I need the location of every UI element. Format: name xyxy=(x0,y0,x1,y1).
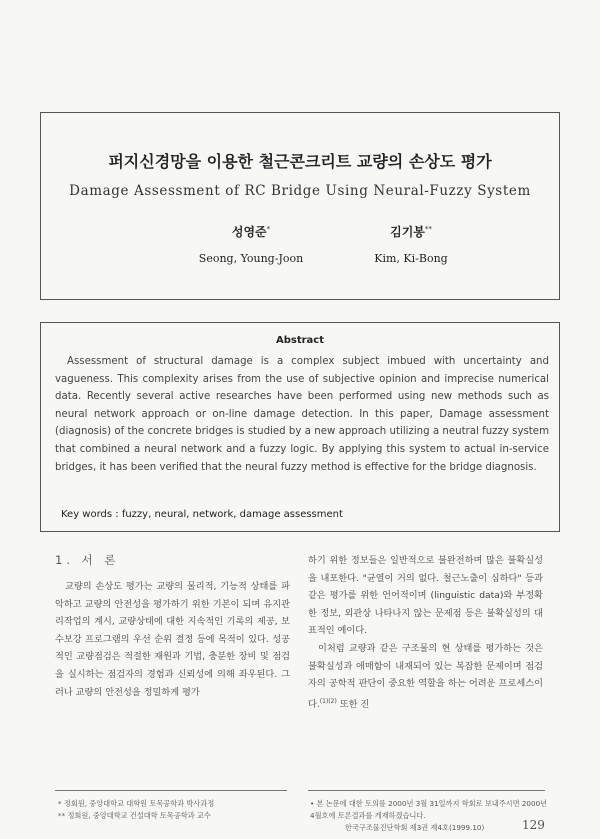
paper-title-korean: 퍼지신경망을 이용한 철근콘크리트 교량의 손상도 평가 xyxy=(108,152,492,171)
body-paragraph: 이처럼 교량과 같은 구조물의 현 상태를 평가하는 것은 불확실성과 애매함이 내재되어 있는 복잡한 문제이며 점검자의 공학적 판단이 중요한 역할을 하는 어려운 프로세스이다.$^{(1)(2)}$ 또한 진 xyxy=(308,642,543,710)
abstract-heading: Abstract xyxy=(275,335,325,346)
journal-footer: 한국구조물진단학회 제3권 제4호(1999.10) xyxy=(345,823,485,832)
title-box xyxy=(40,112,560,300)
author-1-name-korean: 성영준* xyxy=(231,225,271,239)
author-2-name-english: Kim, Ki-Bong xyxy=(374,252,448,265)
author-2 xyxy=(341,223,481,265)
author-1 xyxy=(181,223,321,265)
keywords: Key words : fuzzy, neural, network, damage assessment xyxy=(61,509,343,520)
right-column xyxy=(308,552,543,713)
abstract-box xyxy=(40,322,560,532)
section-heading: 1. 서 론 xyxy=(55,553,120,567)
author-footnotes xyxy=(58,798,288,822)
body-paragraph: 교량의 손상도 평가는 교량의 물리적, 기능적 상태를 파악하고 교량의 안전성을 평가하기 위한 기본이 되며 유지관리작업의 계시, 교량상태에 대한 지속적인 기록의 제공, 보수보강 프로그램의 우선 순위 결정 등에 목적이 있다. 성공적인 교량점검은 적절한 재원과 기법, 충분한 장비 및 점검을 실시하는 점검자의 경험과 신뢰성에 의해 좌우된다. 그러나 교량의 안전성을 정밀하게 평가 xyxy=(55,581,290,698)
page-number: 129 xyxy=(522,818,545,832)
author-2-name-korean: 김기봉** xyxy=(390,225,432,239)
author-2-mark: ** xyxy=(424,225,432,233)
citation: (1)(2) xyxy=(319,697,337,705)
footnote-author-1: * 정회원, 중앙대학교 대학원 토목공학과 박사과정 xyxy=(58,799,215,808)
footnote-author-2: ** 정회원, 중앙대학교 건설대학 토목공학과 교수 xyxy=(58,811,211,820)
paper-title-english: Damage Assessment of RC Bridge Using Neural-Fuzzy System xyxy=(69,183,531,199)
discussion-footnote: • 본 논문에 대한 토의를 2000년 3월 31일까지 학회로 보내주시면 2000년 4월호에 토론결과를 게재하겠습니다. xyxy=(310,799,548,820)
footnote-divider xyxy=(308,790,545,791)
abstract-text: Assessment of structural damage is a complex subject imbued with uncertainty and vagueness. This complexity arises from the use of subjective opinion and imprecise numerical data. Recently several active researches have been performed using new methods such as neural network approach or on-line damage detection. In this paper, Damage assessment (diagnosis) of the concrete bridges is studied by a new approach utilizing a neutral fuzzy system that combined a neural network and a fuzzy logic. By applying this system to actual in-service bridges, it has been verified that the neural fuzzy method is effective for the bridge diagnosis. xyxy=(55,356,549,473)
left-column xyxy=(55,552,290,701)
author-1-name-english: Seong, Young-Joon xyxy=(198,252,304,265)
footnote-divider xyxy=(55,790,287,791)
author-1-mark: * xyxy=(266,225,271,233)
body-paragraph-continued: 하기 위한 정보들은 일반적으로 불완전하며 많은 불확실성을 내포한다. "균열이 거의 없다. 철근노출이 심하다" 등과 같은 평가를 위한 언어적이며 (linguistic data)와 부정확한 정보, 외관상 나타나지 않는 문제점 등은 불확실성의 대표적인 예이다. xyxy=(308,555,543,637)
